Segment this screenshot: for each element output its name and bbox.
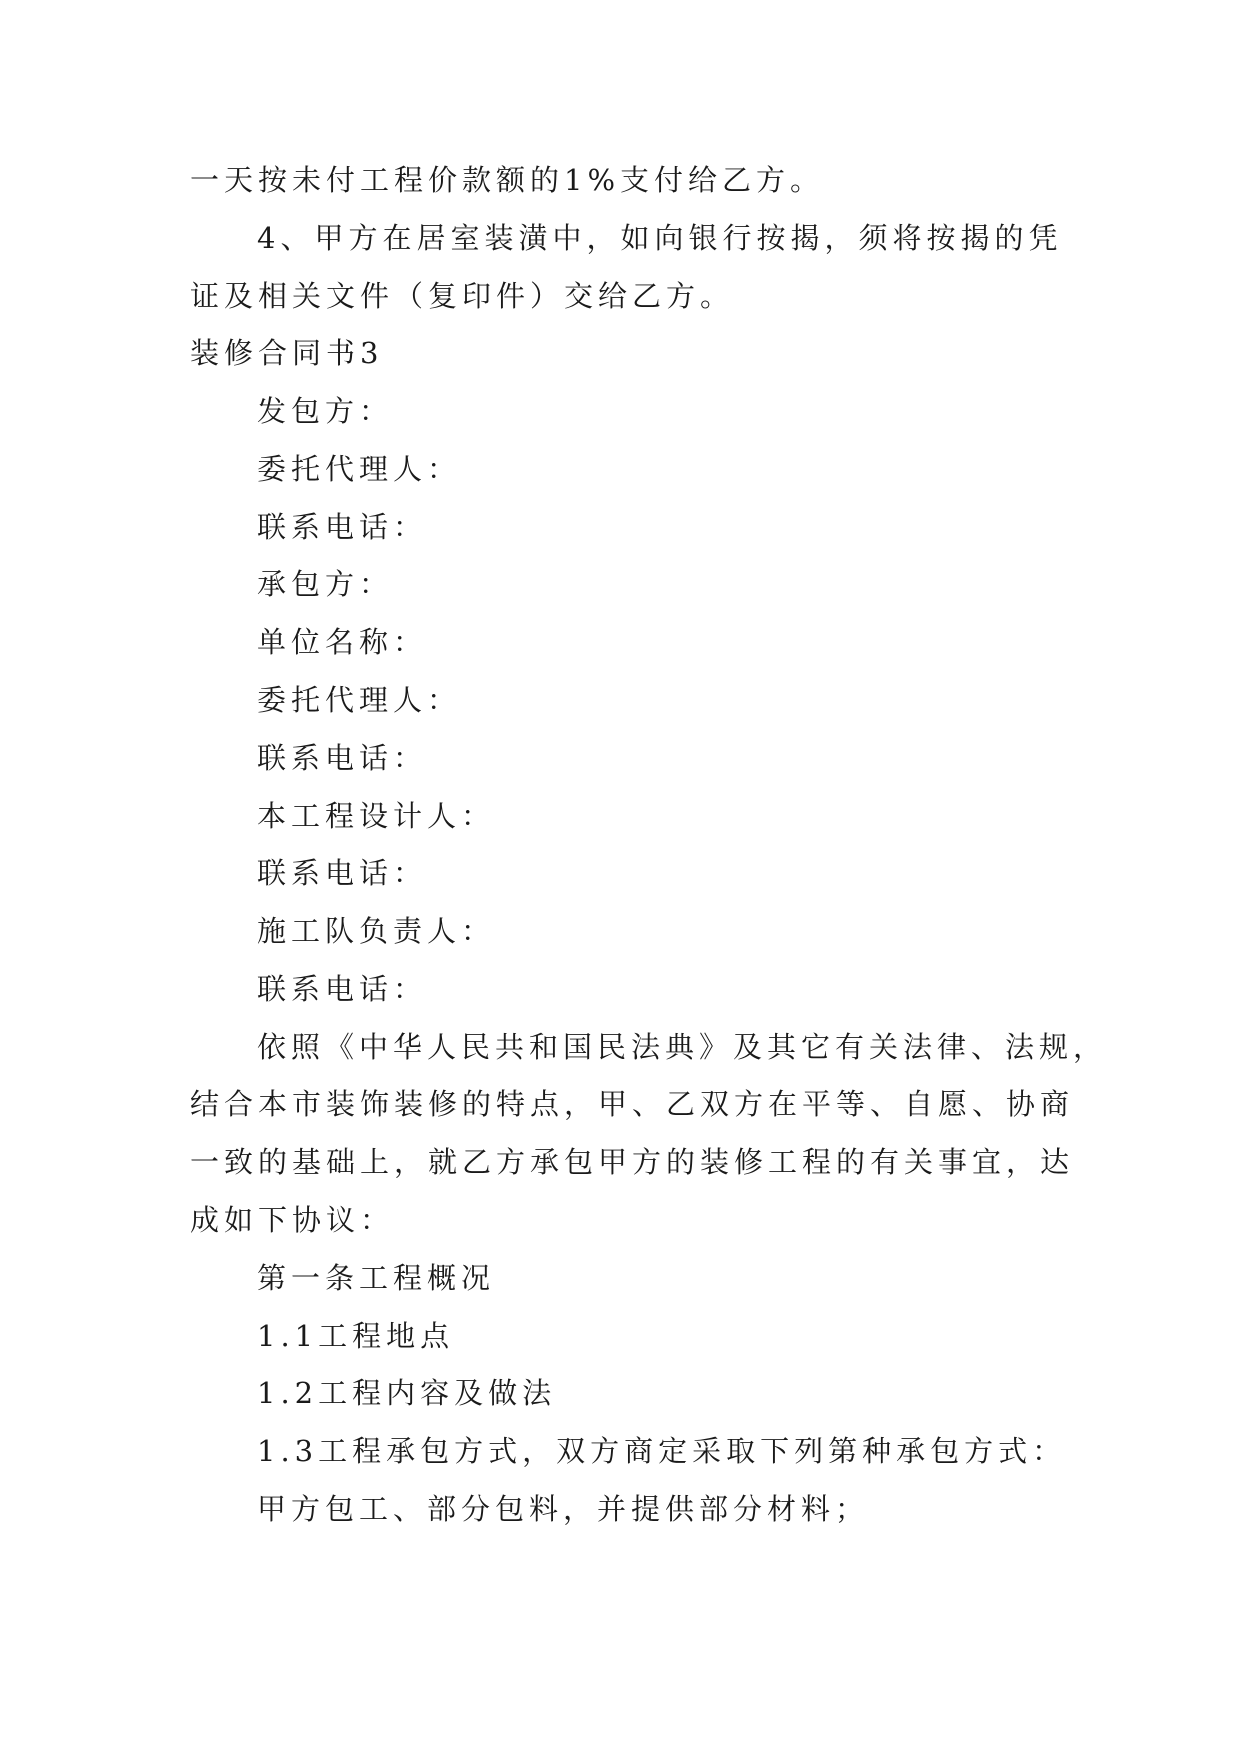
field-label: 联系电话： <box>257 741 428 775</box>
field-label: 发包方： <box>257 394 394 428</box>
text-line: 一天按未付工程价款额的1%支付给乙方。 <box>190 163 825 197</box>
article-heading: 第一条工程概况 <box>257 1261 496 1295</box>
clause-item: 1.3工程承包方式，双方商定采取下列第种承包方式： <box>257 1434 1067 1468</box>
clause-item: 1.1工程地点 <box>257 1319 455 1353</box>
text-line: 甲方包工、部分包料，并提供部分材料； <box>257 1492 870 1526</box>
text-line: 结合本市装饰装修的特点，甲、乙双方在平等、自愿、协商 <box>190 1087 1075 1121</box>
text-line: 一致的基础上，就乙方承包甲方的装修工程的有关事宜，达 <box>190 1145 1075 1179</box>
text-line: 成如下协议： <box>190 1203 395 1237</box>
text-line: 4、甲方在居室装潢中，如向银行按揭，须将按揭的凭 <box>257 221 1063 255</box>
field-label: 承包方： <box>257 567 394 601</box>
field-label: 联系电话： <box>257 972 428 1006</box>
field-label: 委托代理人： <box>257 683 462 717</box>
field-label: 联系电话： <box>257 856 428 890</box>
section-title: 装修合同书3 <box>190 336 384 370</box>
field-label: 单位名称： <box>257 625 428 659</box>
field-label: 本工程设计人： <box>257 799 496 833</box>
field-label: 委托代理人： <box>257 452 462 486</box>
clause-item: 1.2工程内容及做法 <box>257 1376 557 1410</box>
text-line: 依照《中华人民共和国民法典》及其它有关法律、法规， <box>257 1030 1108 1064</box>
field-label: 联系电话： <box>257 510 428 544</box>
text-line: 证及相关文件（复印件）交给乙方。 <box>190 279 735 313</box>
field-label: 施工队负责人： <box>257 914 496 948</box>
